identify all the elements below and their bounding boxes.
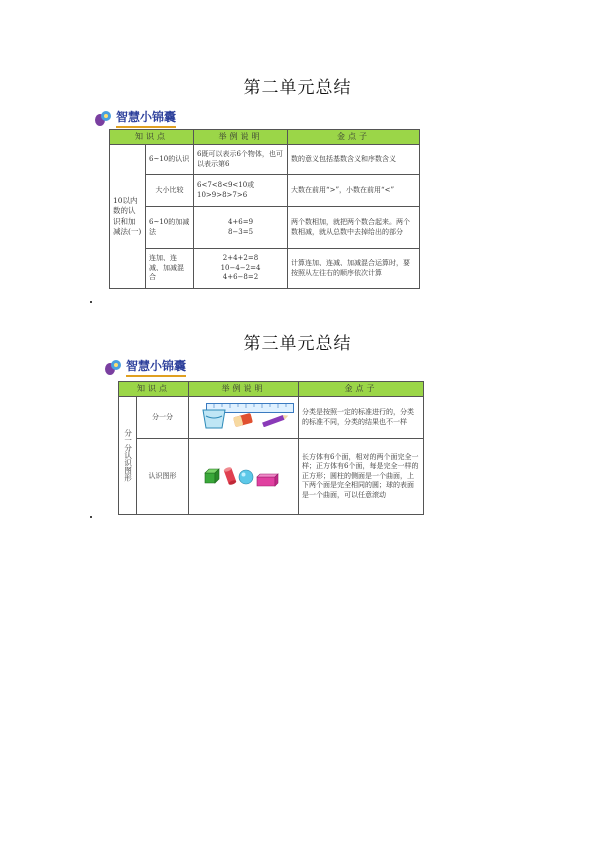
header-knowledge: 知识点: [119, 382, 189, 397]
cuboid-icon: [256, 472, 280, 491]
tip-cell: 分类是按照一定的标准进行的，分类的标准不同，分类的结果也不一样: [299, 397, 424, 439]
table-row: [110, 249, 420, 289]
table-header-row: [119, 382, 424, 397]
header-tip: 金点子: [299, 382, 424, 397]
table-row: [110, 207, 420, 249]
page-mark: [90, 301, 92, 303]
tip-cell: 大数在前用“>”，小数在前用“<”: [288, 175, 420, 207]
unit3-title: 第三单元总结: [243, 334, 352, 354]
unit3-badge: [104, 357, 186, 377]
example-line: 10−4−2=4: [220, 263, 261, 272]
sphere-icon: [238, 469, 254, 489]
cylinder-icon: [223, 466, 237, 490]
lightbulb-bag-icon: [104, 358, 122, 376]
topic-cell: 连加、连减、加减混合: [146, 249, 194, 289]
unit2-title: 第二单元总结: [243, 78, 352, 98]
topic-cell: 大小比较: [146, 175, 194, 207]
badge-label: 智慧小锦囊: [126, 357, 186, 377]
example-cell: [194, 249, 288, 289]
pencil-icon: [260, 412, 290, 431]
cup-icon: [200, 408, 228, 434]
example-line: 8−3=5: [227, 227, 254, 236]
topic-cell: 6~10的认识: [146, 145, 194, 175]
topic-cell: 6~10的加减法: [146, 207, 194, 249]
badge-label: 智慧小锦囊: [116, 108, 176, 128]
cube-icon: [204, 468, 220, 488]
table-row: [110, 145, 420, 175]
table-row: [110, 175, 420, 207]
table-header-row: [110, 130, 420, 145]
header-example: 举例说明: [189, 382, 299, 397]
group-label: 分一分认识图形: [119, 397, 137, 515]
unit2-summary-table: [109, 129, 420, 289]
eraser-icon: [232, 412, 254, 431]
tip-cell: 两个数相加，就把两个数合起来。两个数相减，就从总数中去掉给出的部分: [288, 207, 420, 249]
unit2-badge: [94, 108, 176, 128]
group-label: 10以内数的认识和加减法(一): [110, 145, 146, 289]
topic-cell: 分一分: [137, 397, 189, 439]
tip-cell: 计算连加、连减、加减混合运算时，要按照从左往右的顺序依次计算: [288, 249, 420, 289]
tip-cell: 长方体有6个面，相对的两个面完全一样；正方体有6个面，每是完全一样的正方形；圆柱的侧面是一个曲面，上下两个面是完全相同的圆；球的表面是一个曲面，可以任意滚动: [299, 439, 424, 515]
example-line: 4+6=9: [227, 218, 254, 227]
example-cell: [194, 207, 288, 249]
example-cell: 6既可以表示6个物体，也可以表示第6: [194, 145, 288, 175]
example-line: 4+6−8=2: [222, 273, 259, 282]
tip-cell: 数的意义包括基数含义和序数含义: [288, 145, 420, 175]
header-knowledge: 知识点: [110, 130, 194, 145]
example-cell: 6<7<8<9<10或10>9>8>7>6: [194, 175, 288, 207]
topic-cell: 认识图形: [137, 439, 189, 515]
lightbulb-bag-icon: [94, 109, 112, 127]
example-line: 2+4+2=8: [222, 254, 259, 263]
header-example: 举例说明: [194, 130, 288, 145]
header-tip: 金点子: [288, 130, 420, 145]
page-mark: [90, 516, 92, 518]
